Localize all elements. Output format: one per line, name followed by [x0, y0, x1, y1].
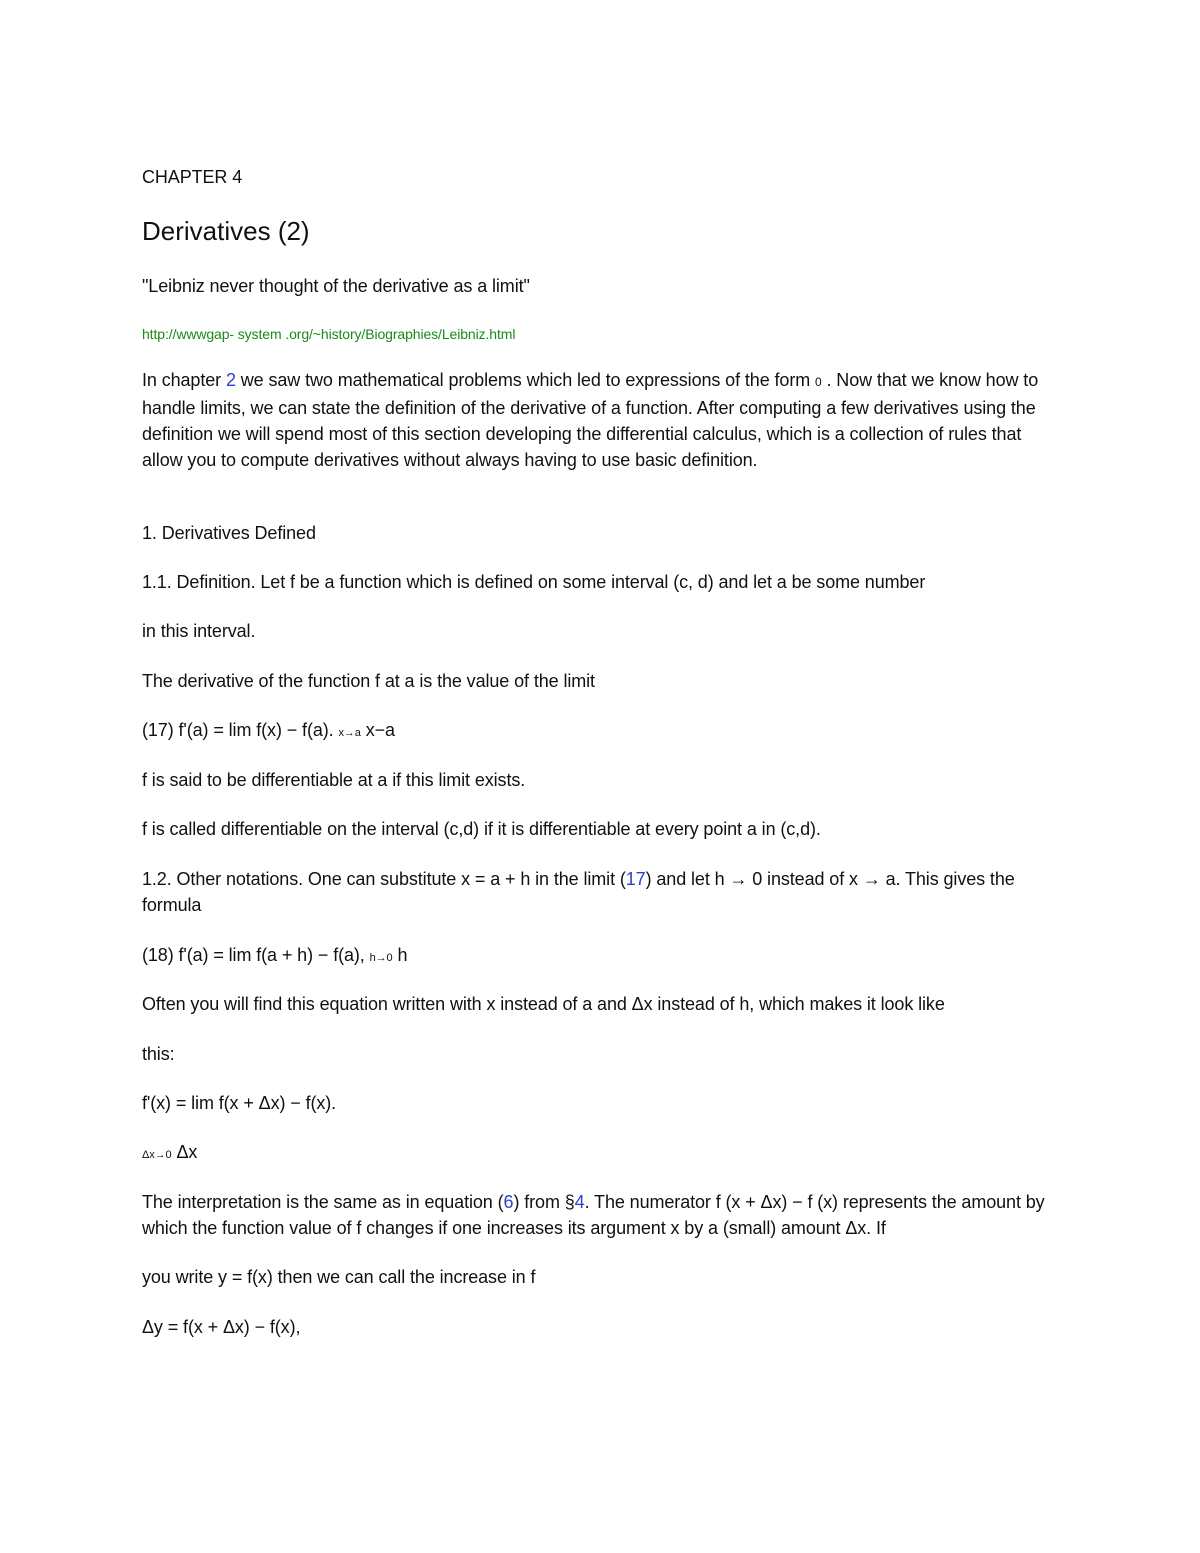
form-symbol: 0 [815, 375, 822, 389]
equation-delta-x: f'(x) = lim f(x + Δx) − f(x). [142, 1093, 337, 1113]
equation-delta-x-subscript: Δx→0 [142, 1149, 172, 1161]
derivative-intro: The derivative of the function f at a is the value of the limit [142, 671, 595, 691]
often-line-1: Often you will find this equation written with x instead of a and Δx instead of h, which makes it look like [142, 994, 945, 1014]
other-notations-text-1: 1.2. Other notations. One can substitute x = a + h in the limit ( [142, 869, 626, 889]
differentiable-on-text: f is called differentiable on the interval (c,d) if it is differentiable at every point a in (c,d). [142, 819, 821, 839]
equation-6-reference-link[interactable]: 6 [503, 1192, 514, 1212]
interpretation-text-1: The interpretation is the same as in equation ( [142, 1192, 504, 1212]
intro-text-2: we saw two mathematical problems which led to expressions of the form [235, 370, 816, 390]
equation-delta-x-tail: Δx [171, 1142, 198, 1162]
equation-17 [142, 717, 1062, 746]
equation-18 [142, 942, 1062, 971]
other-notations-text-2: ) and let h → 0 instead of x → a. This gives the formula [142, 869, 1015, 915]
equation-18-main: (18) f'(a) = lim f(a + h) − f(a), [142, 945, 370, 965]
section-4-reference-link[interactable]: 4 [574, 1192, 585, 1212]
equation-18-subscript: h→0 [369, 952, 393, 964]
interpretation-text-3: . The numerator f (x + Δx) − f (x) represents the amount by which the function value of f changes if one increases its argument x by a (small) amount Δx. If [142, 1192, 1045, 1238]
chapter-label: CHAPTER 4 [142, 167, 243, 187]
definition-line-2: in this interval. [142, 621, 256, 641]
equation-18-denominator: h [392, 945, 408, 965]
intro-text-3: . Now that we know how to handle limits, we can state the definition of the derivative of a function. After computing a few derivatives using the definition we will spend most of this section developing the differential calculus, which is a collection of rules that allow you to compute derivatives without always having to use basic definition. [142, 370, 1039, 470]
equation-17-denominator: x−a [360, 720, 395, 740]
equation-17-subscript: x→a [338, 727, 361, 739]
source-link[interactable]: http://wwwgap- system .org/~history/Biographies/Leibniz.html [142, 326, 516, 342]
definition-line-1: 1.1. Definition. Let f be a function which is defined on some interval (c, d) and let a be some number [142, 572, 926, 592]
page-title: Derivatives (2) [142, 216, 310, 246]
equation-17-reference-link[interactable]: 17 [625, 869, 646, 889]
often-line-2: this: [142, 1044, 175, 1064]
delta-y-equation: Δy = f(x + Δx) − f(x), [142, 1317, 301, 1337]
equation-17-main: (17) f'(a) = lim f(x) − f(a). [142, 720, 339, 740]
interpretation-paragraph [142, 1189, 1062, 1241]
intro-text-1: In chapter [142, 370, 226, 390]
equation-delta-x-denominator [142, 1139, 1062, 1168]
chapter-reference-link[interactable]: 2 [225, 370, 236, 390]
intro-paragraph [142, 367, 1062, 473]
differentiable-at-text: f is said to be differentiable at a if this limit exists. [142, 770, 526, 790]
increase-line: you write y = f(x) then we can call the increase in f [142, 1267, 536, 1287]
section-heading: 1. Derivatives Defined [142, 523, 316, 543]
epigraph-quote: "Leibniz never thought of the derivative as a limit" [142, 276, 530, 296]
other-notations-paragraph [142, 866, 1062, 918]
interpretation-text-2: ) from § [513, 1192, 575, 1212]
